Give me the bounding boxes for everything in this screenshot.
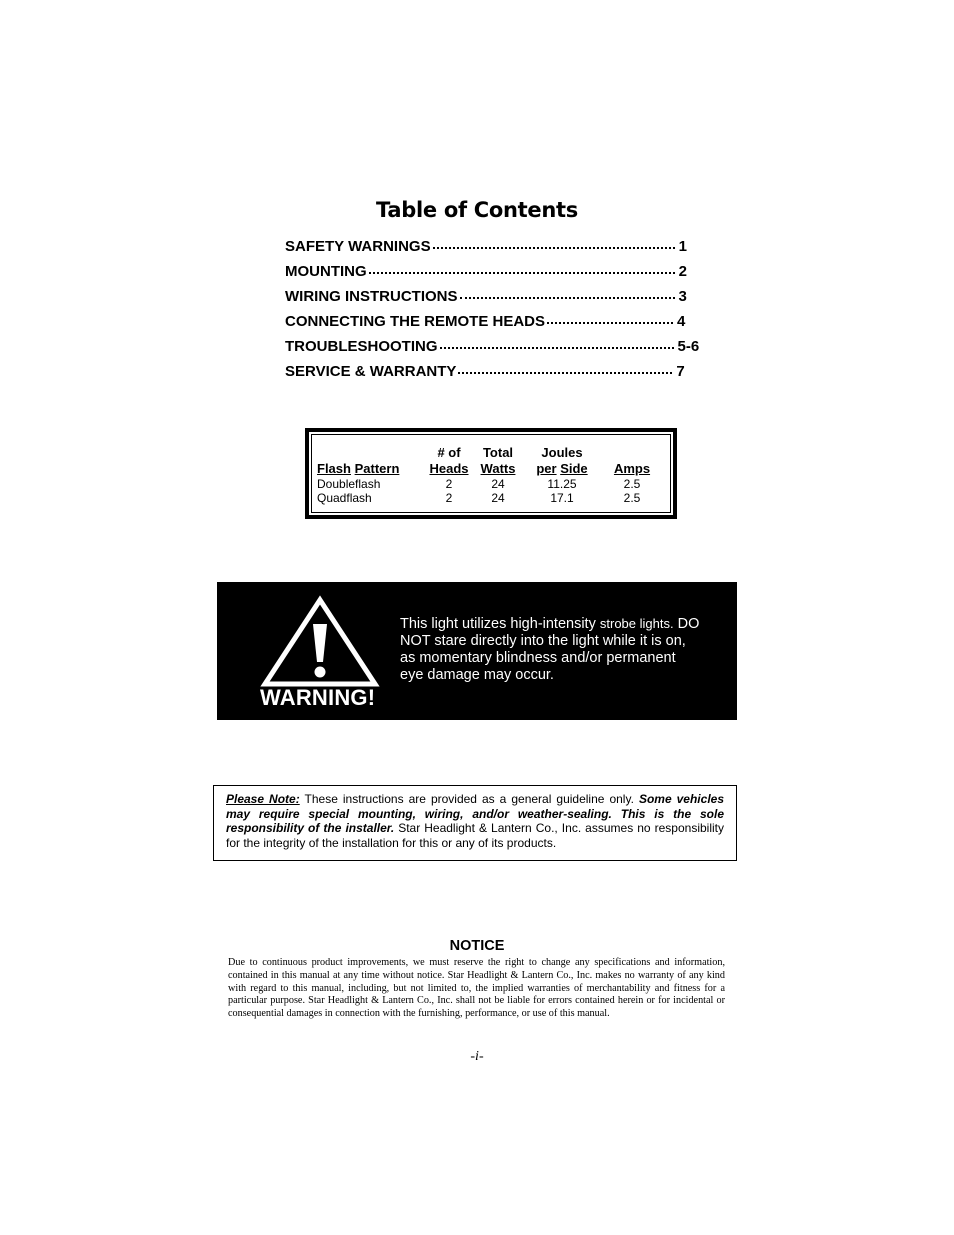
table-row	[317, 491, 667, 505]
toc-entry-label: WIRING INSTRUCTIONS	[285, 288, 458, 305]
page-number: -i-	[470, 1049, 484, 1064]
please-note-box: Please Note: These instructions are provided as a general guideline only. Some vehicles may require special mounting, wiring, and/or weather-sealing. This is the sole responsibility of the installer. Star Headlight & Lantern Co., Inc. assumes no responsibility for the integrity of the installation for this or any of its products.	[213, 785, 737, 861]
please-note-label: Please Note:	[226, 792, 300, 806]
toc-leader-dots	[458, 372, 672, 374]
toc-entry-safety-warnings[interactable]	[285, 238, 705, 263]
warning-triangle-icon	[259, 594, 381, 688]
toc-entry-label: SAFETY WARNINGS	[285, 238, 431, 255]
joules-cell: 11.25	[547, 477, 577, 491]
warning-text: This light utilizes high-intensity strobe lights. DO NOT stare directly into the light while it is on, as momentary blindness and/or permanent eye damage may occur.	[400, 616, 700, 683]
spec-table-frame	[305, 428, 677, 519]
table-of-contents	[285, 238, 705, 388]
watts-cell: 24	[491, 477, 505, 491]
pattern-cell: Quadflash	[317, 491, 372, 505]
toc-leader-dots	[369, 272, 675, 274]
toc-entry-label: SERVICE & WARRANTY	[285, 363, 457, 380]
toc-entry-page: 5-6	[677, 338, 700, 355]
toc-title: Table of Contents	[376, 198, 578, 222]
amps-header: Amps	[613, 461, 651, 476]
toc-entry-page: 7	[676, 363, 685, 380]
joules-header: per Side	[536, 461, 588, 476]
toc-entry-wiring-instructions[interactable]	[285, 288, 705, 313]
toc-leader-dots	[433, 247, 675, 249]
toc-leader-dots	[547, 322, 673, 324]
toc-entry-label: TROUBLESHOOTING	[285, 338, 438, 355]
toc-entry-service-warranty[interactable]	[285, 363, 705, 388]
spec-table-inner-frame	[311, 434, 671, 513]
spec-header-row-bottom	[317, 461, 667, 477]
heads-cell: 2	[445, 491, 453, 505]
toc-entry-page: 1	[678, 238, 687, 255]
notice-title: NOTICE	[449, 938, 505, 954]
pattern-header: Flash Pattern	[317, 461, 400, 476]
heads-header: Heads	[429, 461, 469, 476]
watts-cell: 24	[491, 491, 505, 505]
joules-header-top: Joules	[541, 445, 583, 460]
watts-header-top: Total	[482, 445, 514, 460]
toc-entry-page: 3	[678, 288, 687, 305]
toc-leader-dots	[460, 297, 675, 299]
spec-header-row-top	[317, 445, 667, 461]
warning-banner	[217, 582, 737, 720]
watts-header: Watts	[480, 461, 516, 476]
toc-entry-page: 2	[678, 263, 688, 280]
toc-entry-connecting-remote-heads[interactable]	[285, 313, 705, 338]
amps-cell: 2.5	[623, 477, 641, 491]
heads-header-top: # of	[437, 445, 461, 460]
heads-cell: 2	[445, 477, 453, 491]
amps-cell: 2.5	[623, 491, 641, 505]
please-note-emphasis: Some vehicles may require special mounting, wiring, and/or weather-sealing. This is the sole responsibility of the installer.	[226, 792, 724, 835]
toc-entry-page: 4	[677, 313, 686, 330]
toc-entry-troubleshooting[interactable]	[285, 338, 705, 363]
toc-leader-dots	[440, 347, 674, 349]
table-row	[317, 477, 667, 491]
toc-entry-label: CONNECTING THE REMOTE HEADS	[285, 313, 546, 330]
pattern-cell: Doubleflash	[317, 477, 381, 491]
toc-entry-label: MOUNTING	[285, 263, 367, 280]
joules-cell: 17.1	[550, 491, 574, 505]
spec-table	[317, 445, 667, 505]
notice-body: Due to continuous product improvements, we must reserve the right to change any specifications and information, contained in this manual at any time without notice. Star Headlight & Lantern Co., Inc. makes no warranty of any kind with regard to this manual, including, but not limited to, the implied warranties of merchantability and fitness for a particular purpose. Star Headlight & Lantern Co., Inc. shall not be liable for errors contained herein or for incidental or consequential damages in connection with the furnishing, performance, or use of this manual.	[228, 957, 725, 1020]
warning-label: WARNING!	[260, 685, 376, 710]
toc-entry-mounting[interactable]	[285, 263, 705, 288]
